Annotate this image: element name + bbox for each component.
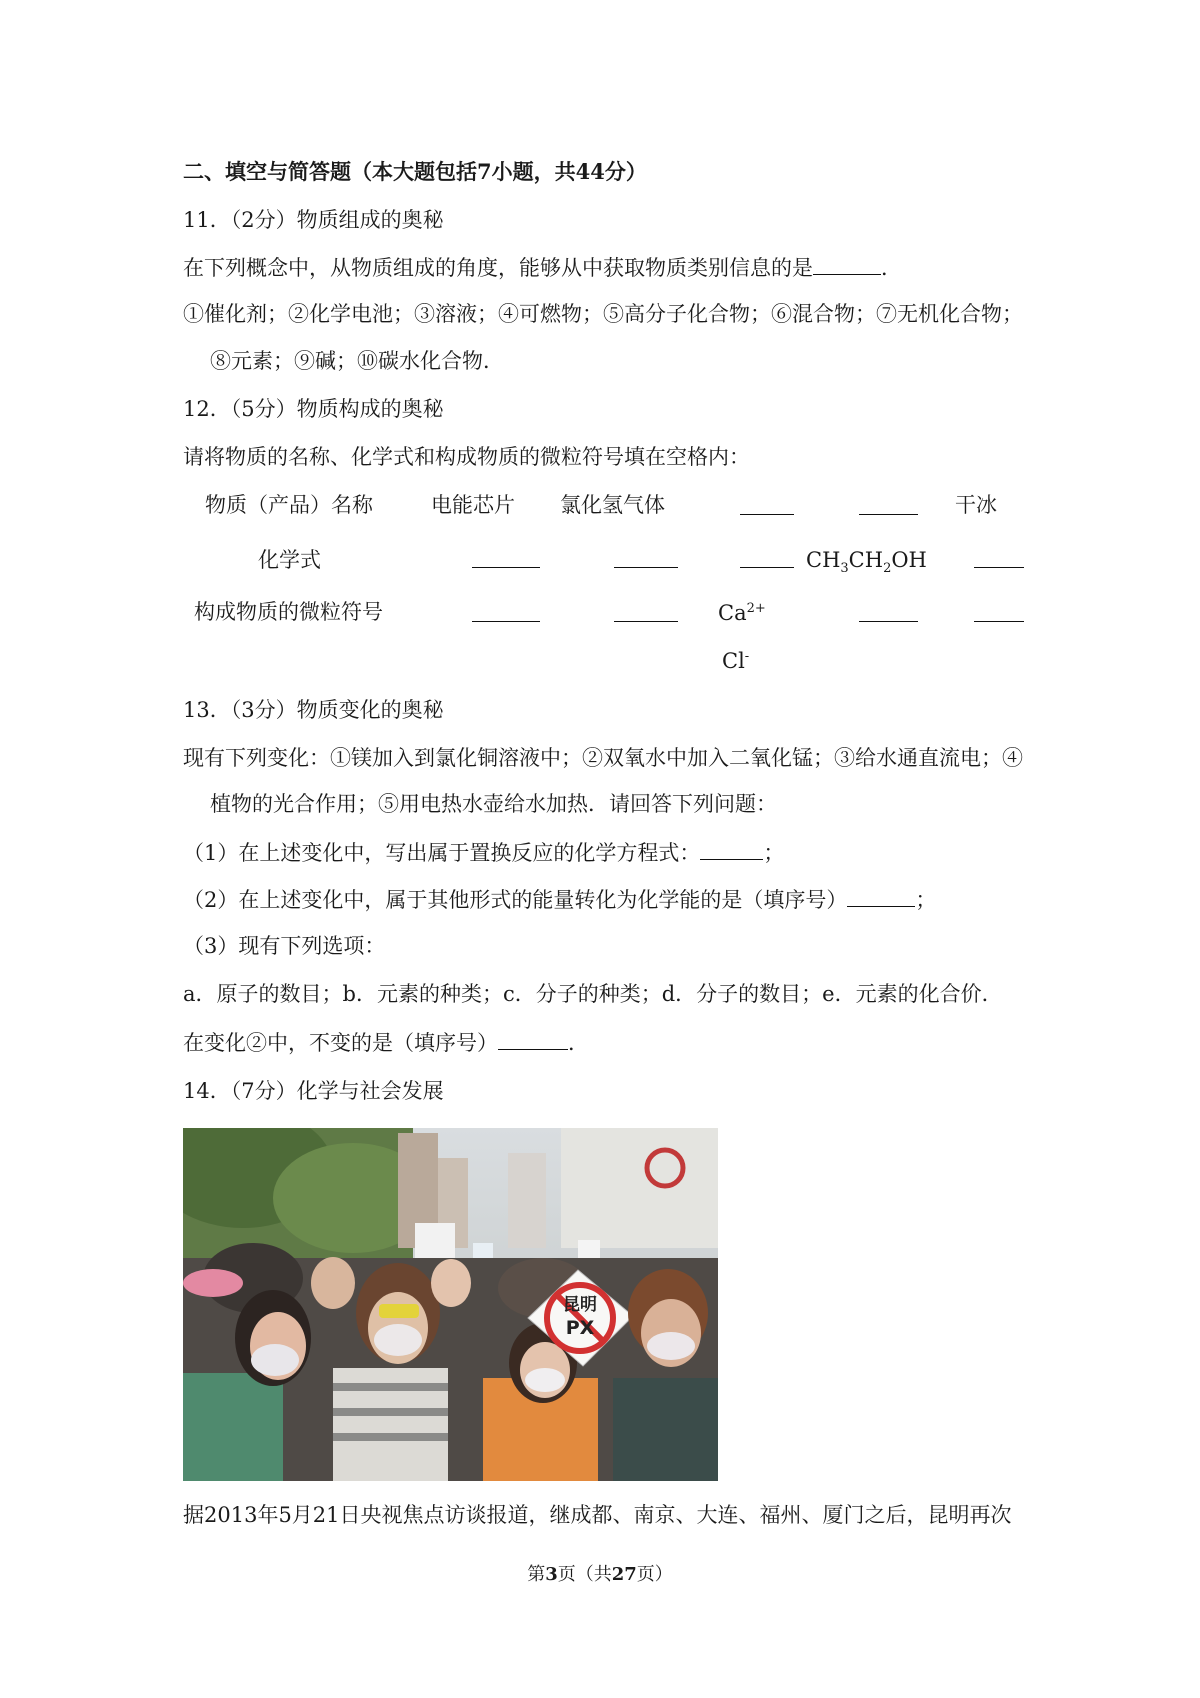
name-cell-chip: 电能芯片 — [431, 493, 515, 517]
row-header-particle: 构成物质的微粒符号 — [194, 600, 383, 624]
answer-blank[interactable] — [614, 621, 678, 622]
formula-ethanol — [806, 545, 927, 575]
answer-blank[interactable] — [813, 252, 881, 275]
footer-text: 页（共 — [557, 1564, 612, 1585]
q13-part4 — [183, 1027, 589, 1058]
section-title: 二、填空与简答题（本大题包括7小题，共44分） — [183, 159, 647, 184]
q11-title: 11．（2分）物质组成的奥秘 — [183, 208, 444, 232]
answer-blank[interactable] — [740, 567, 794, 568]
answer-blank[interactable] — [498, 1027, 568, 1050]
answer-blank[interactable] — [974, 621, 1024, 622]
q13-intro-line2: 植物的光合作用；⑤用电热水壶给水加热．请回答下列问题： — [210, 792, 777, 816]
q13-part1 — [183, 837, 784, 868]
formula-part: CH — [848, 548, 884, 572]
particle-cl-ion — [722, 646, 749, 676]
q13-intro-line1: 现有下列变化：①镁加入到氯化铜溶液中；②双氧水中加入二氧化锰；③给水通直流电；④ — [183, 746, 1023, 770]
protest-photo — [183, 1128, 718, 1481]
ion-symbol: Ca — [718, 601, 747, 625]
sign-text-city: 昆明 — [563, 1295, 597, 1315]
q13-part4-end: ． — [568, 1031, 589, 1055]
answer-blank[interactable] — [472, 621, 540, 622]
row-header-name: 物质（产品）名称 — [205, 493, 373, 517]
ion-charge: - — [744, 649, 750, 664]
q11-prompt — [183, 252, 902, 283]
q14-caption: 据2013年5月21日央视焦点访谈报道，继成都、南京、大连、福州、厦门之后，昆明再次 — [183, 1503, 1012, 1527]
footer-text: 页） — [636, 1564, 673, 1585]
answer-blank[interactable] — [859, 514, 918, 515]
q13-part4-text: 在变化②中，不变的是（填序号） — [183, 1031, 498, 1055]
answer-blank[interactable] — [847, 884, 915, 907]
answer-blank[interactable] — [859, 621, 918, 622]
q13-part1-text: （1）在上述变化中，写出属于置换反应的化学方程式： — [183, 841, 701, 865]
q13-part1-end: ； — [763, 841, 785, 865]
q11-prompt-text: 在下列概念中，从物质组成的角度，能够从中获取物质类别信息的是 — [183, 256, 813, 280]
ion-symbol: Cl — [722, 649, 745, 673]
name-cell-hcl: 氯化氢气体 — [560, 493, 665, 517]
page-footer — [0, 1562, 1200, 1588]
q13-title: 13．（3分）物质变化的奥秘 — [183, 698, 444, 722]
answer-blank[interactable] — [472, 567, 540, 568]
q12-prompt: 请将物质的名称、化学式和构成物质的微粒符号填在空格内： — [183, 445, 750, 469]
formula-subscript: 2 — [883, 561, 892, 577]
q13-part2 — [183, 884, 936, 915]
total-pages: 27 — [611, 1564, 637, 1585]
name-cell-dry-ice: 干冰 — [955, 493, 997, 517]
answer-blank[interactable] — [614, 567, 678, 568]
q13-part2-end: ； — [915, 888, 937, 912]
q11-options-line2: ⑧元素；⑨碱；⑩碳水化合物． — [210, 349, 504, 373]
sign-text-px: PX — [565, 1317, 595, 1339]
answer-blank[interactable] — [974, 567, 1024, 568]
page-number: 3 — [545, 1564, 558, 1585]
particle-ca-ion — [718, 598, 766, 628]
row-header-formula: 化学式 — [258, 548, 321, 572]
answer-blank[interactable] — [740, 514, 794, 515]
q13-options: a．原子的数目；b．元素的种类；c．分子的种类；d．分子的数目；e．元素的化合价． — [183, 982, 1003, 1006]
q11-options-line1: ①催化剂；②化学电池；③溶液；④可燃物；⑤高分子化合物；⑥混合物；⑦无机化合物； — [183, 302, 1023, 326]
q13-part3: （3）现有下列选项： — [183, 934, 386, 958]
footer-text: 第 — [527, 1564, 546, 1585]
q14-title: 14．（7分）化学与社会发展 — [183, 1079, 444, 1103]
q11-prompt-end: ． — [881, 256, 902, 280]
formula-part: CH — [806, 548, 841, 572]
formula-subscript: 3 — [840, 561, 849, 577]
answer-blank[interactable] — [700, 837, 763, 860]
ion-charge: 2+ — [746, 601, 766, 616]
formula-part: OH — [891, 548, 927, 572]
q12-title: 12．（5分）物质构成的奥秘 — [183, 397, 444, 421]
q13-part2-text: （2）在上述变化中，属于其他形式的能量转化为化学能的是（填序号） — [183, 888, 848, 912]
